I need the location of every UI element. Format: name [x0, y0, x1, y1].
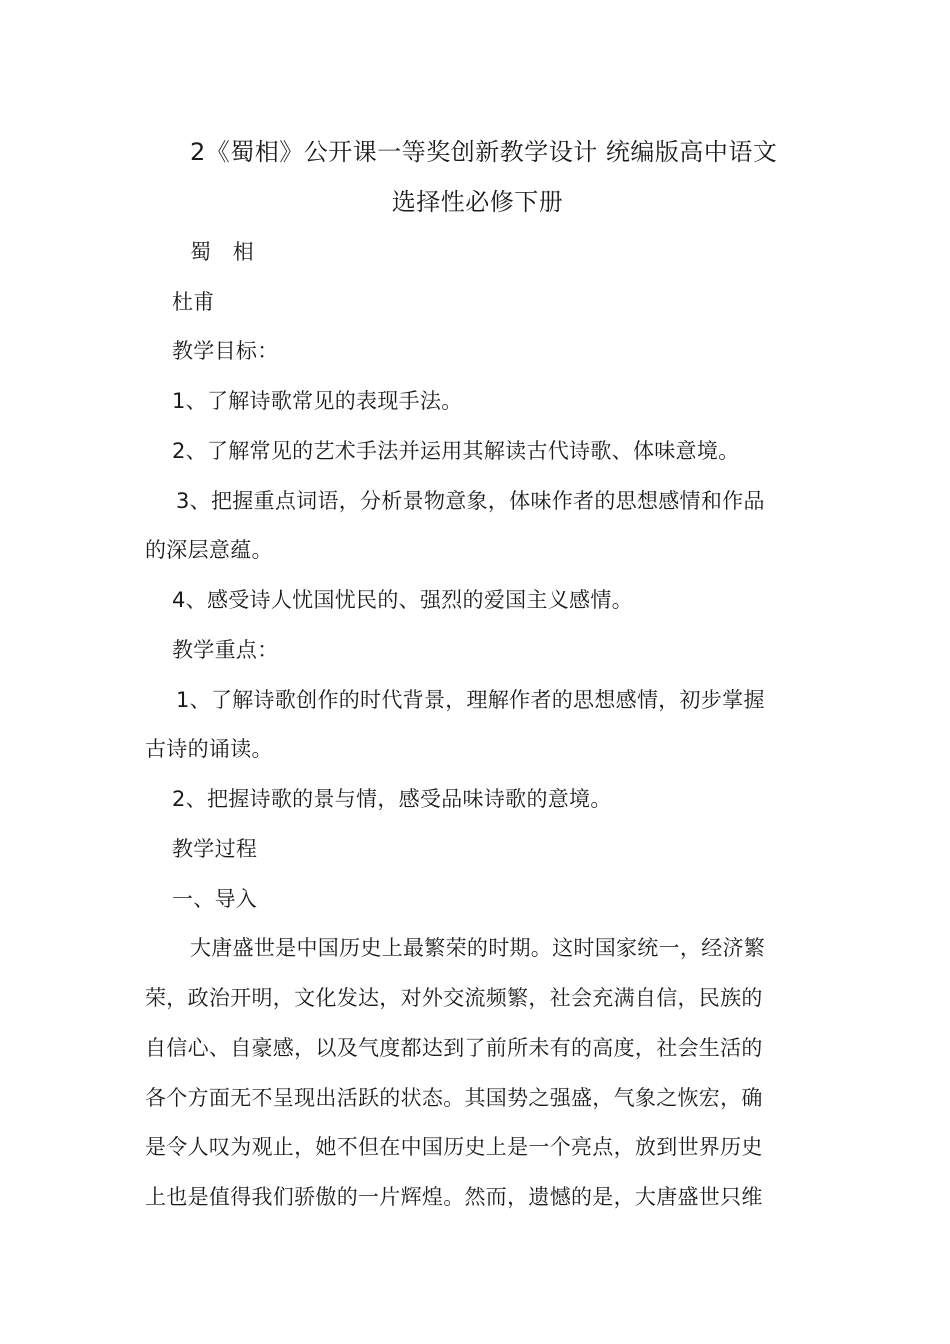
intro-paragraph-line: 自信心、自豪感，以及气度都达到了前所未有的高度，社会生活的 [145, 1036, 763, 1060]
objective-item-2: 2、了解常见的艺术手法并运用其解读古代诗歌、体味意境。 [172, 439, 740, 463]
key-point-item-1-line-2: 古诗的诵读。 [145, 737, 273, 761]
objectives-heading: 教学目标： [172, 339, 279, 363]
key-point-item-1-line-1: 1、了解诗歌创作的时代背景，理解作者的思想感情，初步掌握 [176, 688, 765, 712]
key-points-heading: 教学重点： [172, 638, 279, 662]
poem-author: 杜甫 [172, 290, 215, 314]
intro-paragraph-line: 大唐盛世是中国历史上最繁荣的时期。这时国家统一，经济繁 [190, 936, 766, 960]
intro-paragraph-line: 荣，政治开明，文化发达，对外交流频繁，社会充满自信，民族的 [145, 986, 763, 1010]
key-point-item-2: 2、把握诗歌的景与情，感受品味诗歌的意境。 [172, 787, 612, 811]
intro-paragraph-line: 各个方面无不呈现出活跃的状态。其国势之强盛，气象之恢宏，确 [145, 1086, 763, 1110]
section-1-heading: 一、导入 [172, 887, 258, 911]
poem-title: 蜀 相 [190, 240, 254, 264]
intro-paragraph-line: 是令人叹为观止，她不但在中国历史上是一个亮点，放到世界历史 [145, 1135, 763, 1159]
process-heading: 教学过程 [172, 837, 258, 861]
objective-item-1: 1、了解诗歌常见的表现手法。 [172, 389, 463, 413]
objective-item-3-line-1: 3、把握重点词语，分析景物意象，体味作者的思想感情和作品 [176, 489, 765, 513]
intro-paragraph-line: 上也是值得我们骄傲的一片辉煌。然而，遗憾的是，大唐盛世只维 [145, 1185, 763, 1209]
document-title-line-1: 2《蜀相》公开课一等奖创新教学设计 统编版高中语文 [190, 138, 778, 166]
objective-item-3-line-2: 的深层意蕴。 [145, 538, 273, 562]
document-title-line-2: 选择性必修下册 [391, 188, 564, 216]
objective-item-4: 4、感受诗人忧国忧民的、强烈的爱国主义感情。 [172, 588, 633, 612]
